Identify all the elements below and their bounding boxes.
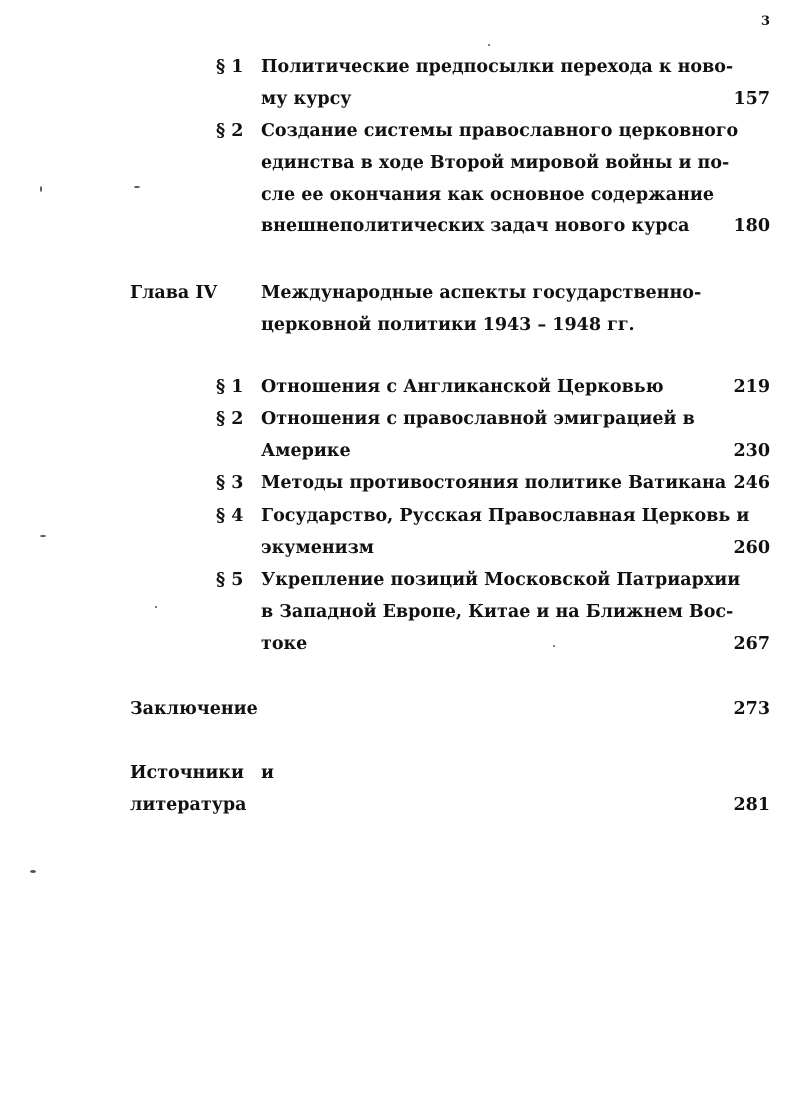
- scan-speck: [488, 44, 490, 46]
- toc-line: Методы противостояния политике Ватикана: [261, 473, 727, 493]
- toc-line: внешнеполитических задач нового курса: [261, 216, 690, 236]
- toc-line: Государство, Русская Православная Церковь и: [261, 506, 750, 526]
- toc-line: му курсу: [261, 89, 352, 109]
- toc-line: Америке: [261, 441, 351, 461]
- scan-speck: [553, 645, 555, 647]
- toc-line: в Западной Европе, Китае и на Ближнем Вос-: [261, 602, 734, 622]
- toc-line: Политические предпосылки перехода к ново-: [261, 57, 734, 77]
- toc-line: Создание системы православного церковного: [261, 121, 739, 141]
- scan-speck: [30, 870, 36, 873]
- toc-line: Отношения с Англиканской Церковью: [261, 377, 664, 397]
- chapter-label: Глава IV: [130, 283, 218, 303]
- toc-page-number: 260: [733, 538, 770, 558]
- toc-heading: и: [261, 763, 274, 783]
- toc-page-number: 157: [733, 89, 770, 109]
- scan-speck: [40, 186, 42, 192]
- toc-line: экуменизм: [261, 538, 374, 558]
- toc-page-number: 230: [733, 441, 770, 461]
- section-marker: § 2: [216, 121, 244, 141]
- toc-heading: Заключение: [130, 699, 258, 719]
- chapter-title-line: церковной политики 1943 – 1948 гг.: [261, 315, 635, 335]
- section-marker: § 5: [216, 570, 244, 590]
- section-marker: § 3: [216, 473, 244, 493]
- toc-page-number: 246: [733, 473, 770, 493]
- toc-line: Отношения с православной эмиграцией в: [261, 409, 695, 429]
- toc-line: Укрепление позиций Московской Патриархии: [261, 570, 741, 590]
- toc-page-number: 219: [733, 377, 770, 397]
- toc-heading: Источники: [130, 763, 244, 783]
- toc-page-number: 267: [733, 634, 770, 654]
- chapter-title-line: Международные аспекты государственно-: [261, 283, 702, 303]
- scan-speck: [155, 606, 157, 608]
- toc-page-number: 273: [733, 699, 770, 719]
- toc-heading: литература: [130, 795, 247, 815]
- toc-line: единства в ходе Второй мировой войны и по-: [261, 153, 730, 173]
- scan-speck: [134, 186, 140, 188]
- section-marker: § 4: [216, 506, 244, 526]
- section-marker: § 1: [216, 377, 244, 397]
- toc-line: токе: [261, 634, 308, 654]
- section-marker: § 2: [216, 409, 244, 429]
- scan-speck: [40, 535, 46, 537]
- toc-page-number: 180: [733, 216, 770, 236]
- toc-page-number: 281: [733, 795, 770, 815]
- toc-line: сле ее окончания как основное содержание: [261, 185, 715, 205]
- page-number: 3: [760, 14, 770, 29]
- section-marker: § 1: [216, 57, 244, 77]
